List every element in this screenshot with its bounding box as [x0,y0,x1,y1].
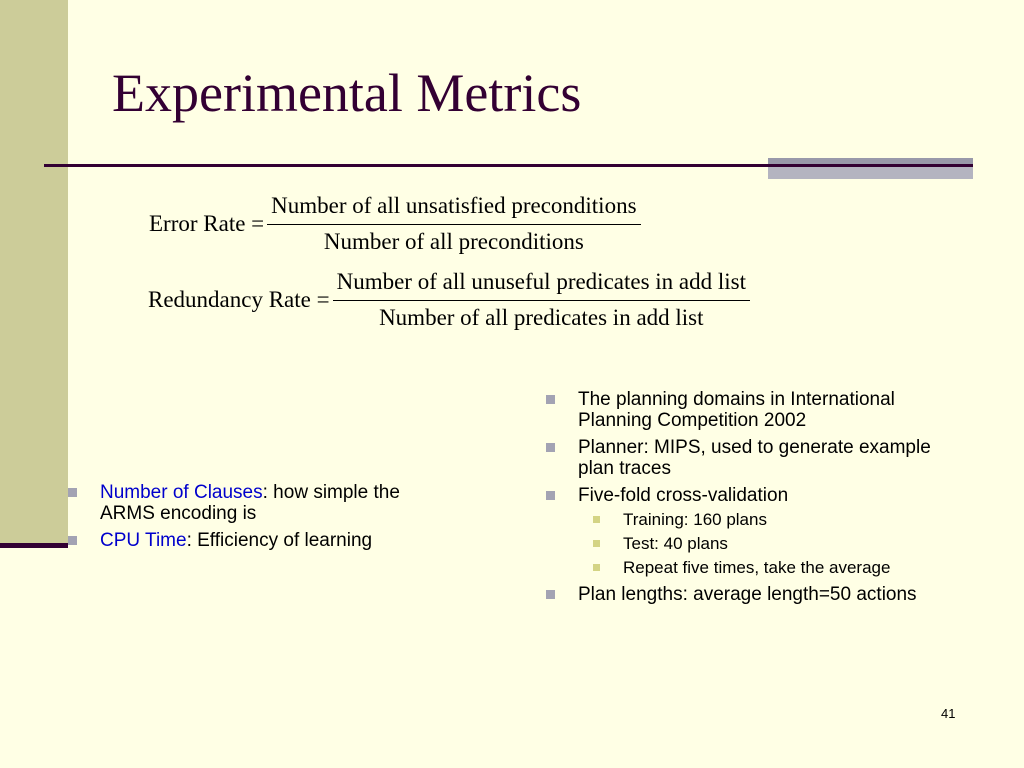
page-number: 41 [941,706,956,721]
square-bullet-icon [68,488,77,497]
square-bullet-icon [593,516,600,523]
square-bullet-icon [546,395,555,404]
square-bullet-icon [593,564,600,571]
list-item [540,584,940,605]
setup-list [540,389,940,611]
fraction [267,192,640,256]
list-item-text: Five-fold cross-validation [578,485,789,506]
list-item-text: Plan lengths: average length=50 actions [578,584,917,605]
list-item-text: The planning domains in International Planning Competition 2002 [578,389,895,431]
sub-list-item [578,510,940,530]
list-item [540,485,940,578]
decorative-bar-dark [768,158,973,164]
decorative-bar-light [768,167,973,179]
fraction-bar [267,224,640,225]
square-bullet-icon [68,536,77,545]
left-accent-line [0,543,68,548]
formula-numerator: Number of all unsatisfied preconditions [271,193,637,218]
formula-label: Error Rate = [149,211,265,236]
fraction [333,268,750,332]
error-rate-formula [149,192,641,256]
metric-term: CPU Time [100,530,187,551]
metric-term: Number of Clauses [100,482,263,503]
formula-label: Redundancy Rate = [148,287,330,312]
list-item [62,482,422,524]
list-item [540,437,940,479]
left-accent-bar [0,0,68,547]
sub-item-text: Repeat five times, take the average [623,558,891,577]
sub-list [578,510,940,578]
sub-list-item [578,558,940,578]
formula-numerator: Number of all unuseful predicates in add list [336,269,747,294]
metrics-list [62,482,422,557]
square-bullet-icon [593,540,600,547]
fraction-bar [333,300,750,301]
redundancy-rate-formula [148,268,750,332]
list-item [62,530,422,551]
sub-list-item [578,534,940,554]
list-item [540,389,940,431]
list-item-text: Planner: MIPS, used to generate example plan traces [578,437,931,479]
square-bullet-icon [546,590,555,599]
sub-item-text: Test: 40 plans [623,534,728,553]
slide-title: Experimental Metrics [112,63,582,123]
sub-item-text: Training: 160 plans [623,510,767,529]
metric-description: : Efficiency of learning [186,530,373,551]
metric-description: : how simple the ARMS encoding is [100,482,400,524]
square-bullet-icon [546,443,555,452]
formula-denominator: Number of all preconditions [323,229,584,254]
formula-denominator: Number of all predicates in add list [379,305,704,330]
square-bullet-icon [546,491,555,500]
